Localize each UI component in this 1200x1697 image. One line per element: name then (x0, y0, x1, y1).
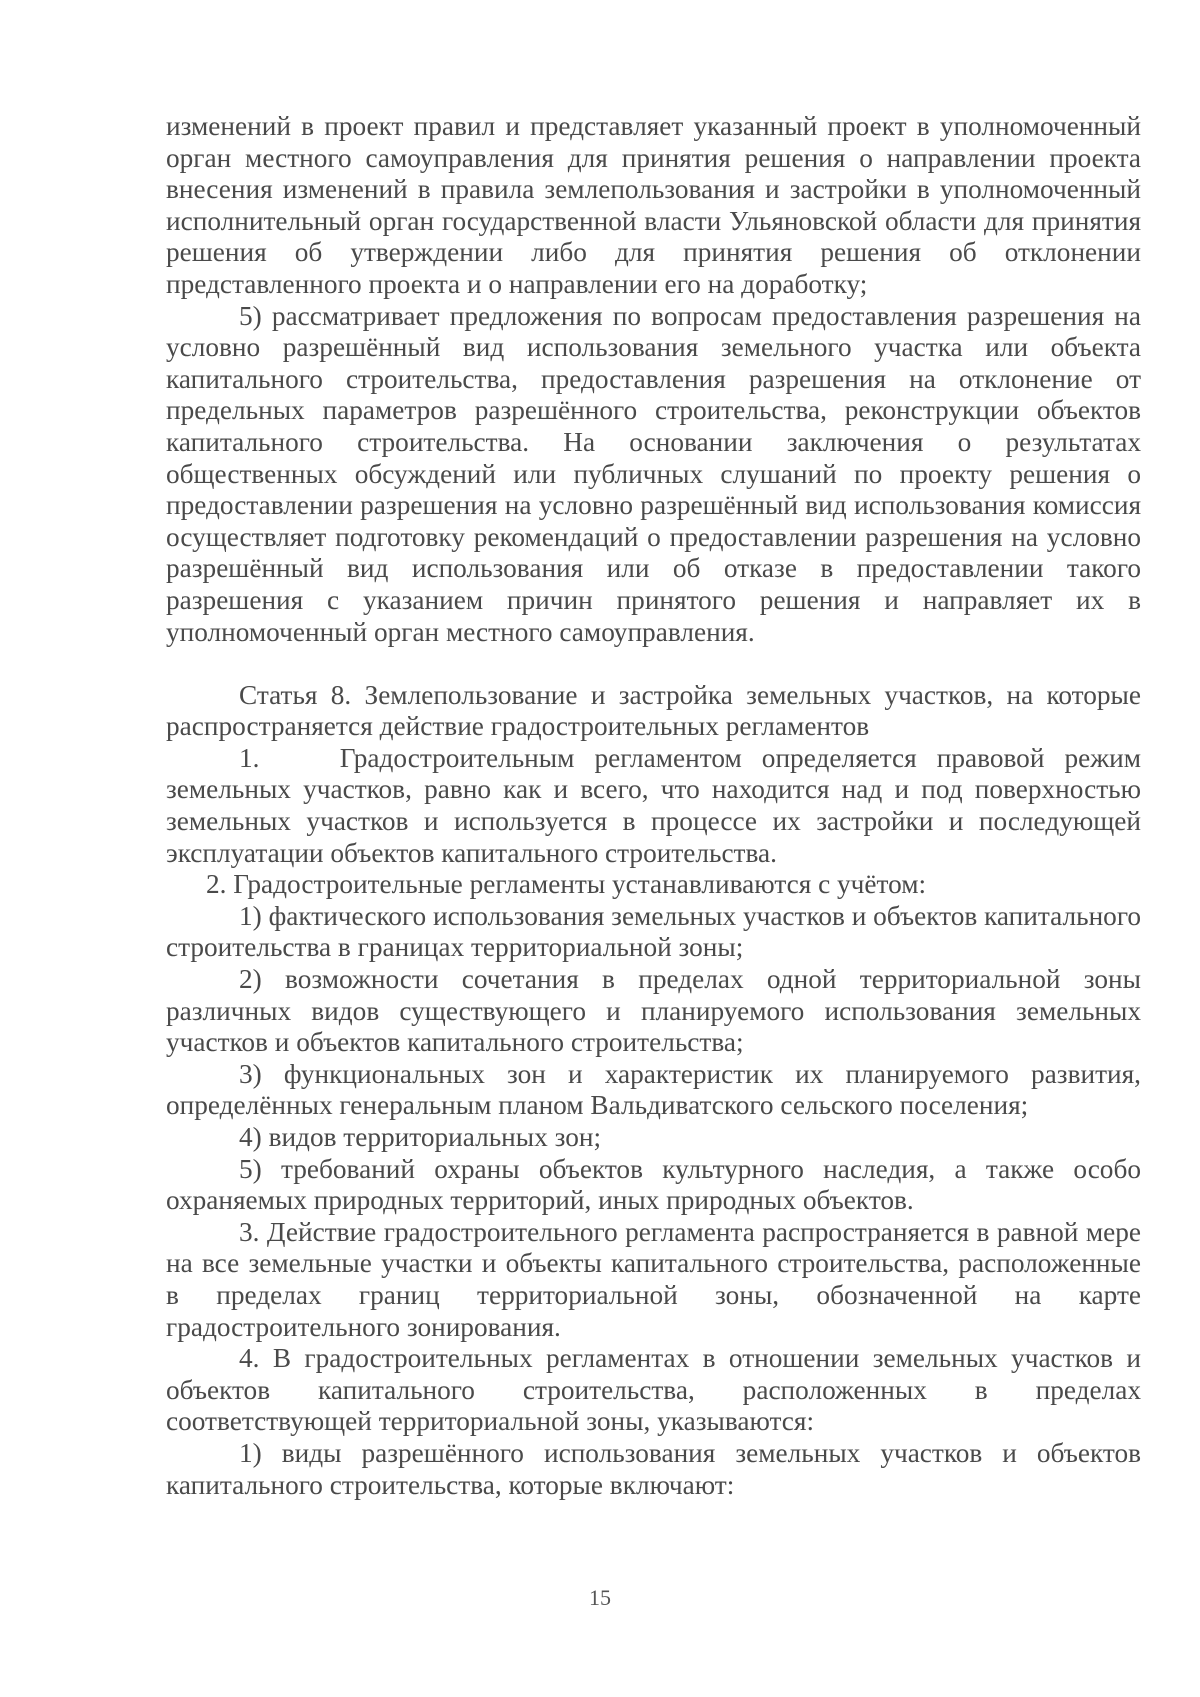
page-number: 15 (589, 1585, 611, 1610)
article-heading: Статья 8. Землепользование и застройка земельных участков, на которые распространяется действие градостроительных регламентов (166, 679, 1141, 742)
paragraph-subitem-3: 3) функциональных зон и характеристик их планируемого развития, определённых генеральным планом Вальдиватского сельского поселения; (166, 1058, 1141, 1121)
document-body (166, 111, 1148, 1501)
paragraph-clause-3: 3. Действие градостроительного регламента распространяется в равной мере на все земельные участки и объекты капитального строительства, расположенные в пределах границ территориальной зоны, обозначенной на карте градостроительного зонирования. (166, 1216, 1141, 1342)
paragraph-subitem-5: 5) требований охраны объектов культурного наследия, а также особо охраняемых природных территорий, иных природных объектов. (166, 1153, 1141, 1216)
paragraph-continuation: изменений в проект правил и представляет указанный проект в уполномоченный орган местного самоуправления для принятия решения о направлении проекта внесения изменений в правила землепользования и застройки в уполномоченный исполнительный орган государственной власти Ульяновской области для принятия решения об утверждении либо для принятия решения об отклонении представленного проекта и о направлении его на доработку; (166, 111, 1141, 299)
paragraph-subitem-2: 2) возможности сочетания в пределах одной территориальной зоны различных видов существующего и планируемого использования земельных участков и объектов капитального строительства; (166, 964, 1141, 1058)
paragraph-item-5: 5) рассматривает предложения по вопросам предоставления разрешения на условно разрешённый вид использования земельного участка или объекта капитального строительства, предоставления разрешения на отклонение от предельных параметров разрешённого строительства, реконструкции объектов капитального строительства. На основании заключения о результатах общественных обсуждений или публичных слушаний по проекту решения о предоставлении разрешения на условно разрешённый вид использования комиссия осуществляет подготовку рекомендаций о предоставлении разрешения на условно разрешённый вид использования или об отказе в предоставлении такого разрешения с указанием причин принятого решения и направляет их в уполномоченный орган местного самоуправления. (166, 300, 1141, 647)
paragraph-subitem-1: 1) фактического использования земельных участков и объектов капитального строительства в границах территориальной зоны; (166, 900, 1141, 963)
paragraph-clause-2: 2. Градостроительные регламенты устанавливаются с учётом: (206, 869, 927, 900)
paragraph-clause-1: 1. Градостроительным регламентом определяется правовой режим земельных участков, равно как и всего, что находится над и под поверхностью земельных участков и используется в процессе их застройки и последующей эксплуатации объектов капитального строительства. (166, 742, 1148, 868)
paragraph-clause-4-subitem-1: 1) виды разрешённого использования земельных участков и объектов капитального строительства, которые включают: (166, 1437, 1141, 1500)
paragraph-clause-4: 4. В градостроительных регламентах в отношении земельных участков и объектов капитального строительства, расположенных в пределах соответствующей территориальной зоны, указываются: (166, 1343, 1141, 1437)
paragraph-subitem-4: 4) видов территориальных зон; (239, 1122, 602, 1152)
